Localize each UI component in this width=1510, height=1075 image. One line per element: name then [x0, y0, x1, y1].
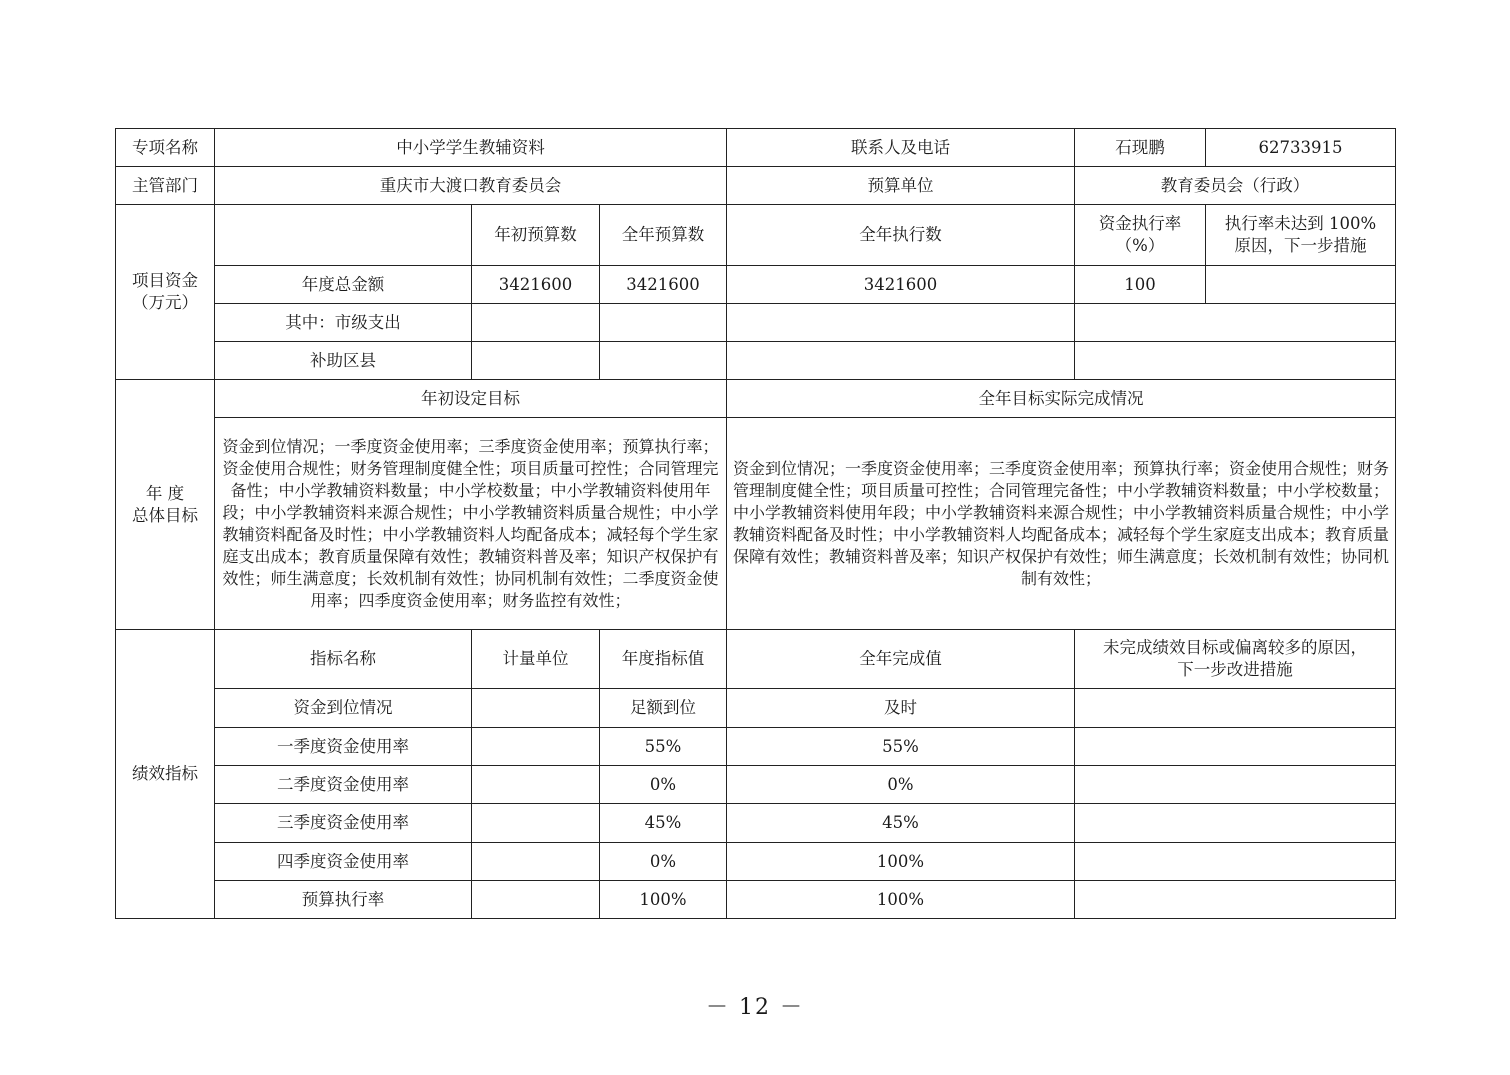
project-label: 专项名称: [116, 129, 215, 167]
funds-row-annual: [600, 304, 727, 342]
contact-phone: 62733915: [1206, 129, 1396, 167]
funds-col-executed: 全年执行数: [727, 205, 1075, 266]
funds-row-district: [116, 342, 1396, 380]
funds-header-blank: [215, 205, 472, 266]
funds-header-row: [116, 205, 1396, 266]
project-row: [116, 129, 1396, 167]
indicators-col-reason: 未完成绩效目标或偏离较多的原因， 下一步改进措施: [1075, 630, 1396, 689]
indicator-row: [116, 689, 1396, 728]
indicator-actual: 及时: [727, 689, 1075, 728]
indicator-row: [116, 881, 1396, 919]
indicator-name: 二季度资金使用率: [215, 766, 472, 804]
indicators-col-unit: 计量单位: [472, 630, 600, 689]
indicator-target: 55%: [600, 728, 727, 766]
indicator-row: [116, 766, 1396, 804]
indicator-reason: [1075, 766, 1396, 804]
dept-label: 主管部门: [116, 167, 215, 205]
indicators-section-label: 绩效指标: [116, 630, 215, 919]
indicator-actual: 100%: [727, 881, 1075, 919]
funds-row-executed: 3421600: [727, 266, 1075, 304]
department-row: [116, 167, 1396, 205]
funds-row-label: 年度总金额: [215, 266, 472, 304]
indicator-unit: [472, 766, 600, 804]
funds-row-total: [116, 266, 1396, 304]
indicators-col-target: 年度指标值: [600, 630, 727, 689]
contact-name: 石现鹏: [1075, 129, 1206, 167]
funds-row-label: 其中：市级支出: [215, 304, 472, 342]
indicator-unit: [472, 843, 600, 881]
funds-col-initial: 年初预算数: [472, 205, 600, 266]
indicator-target: 足额到位: [600, 689, 727, 728]
funds-col-annual: 全年预算数: [600, 205, 727, 266]
indicator-reason: [1075, 804, 1396, 843]
funds-row-executed: [727, 304, 1075, 342]
indicator-name: 三季度资金使用率: [215, 804, 472, 843]
goals-actual-header: 全年目标实际完成情况: [727, 380, 1396, 418]
indicator-name: 一季度资金使用率: [215, 728, 472, 766]
funds-row-reason: [1206, 266, 1396, 304]
indicator-actual: 100%: [727, 843, 1075, 881]
funds-row-annual: [600, 342, 727, 380]
project-name: 中小学学生教辅资料: [215, 129, 727, 167]
contact-label: 联系人及电话: [727, 129, 1075, 167]
indicator-unit: [472, 881, 600, 919]
budget-unit-name: 教育委员会（行政）: [1075, 167, 1396, 205]
page-number: － 12 －: [706, 995, 804, 1020]
indicator-reason: [1075, 843, 1396, 881]
dept-name: 重庆市大渡口教育委员会: [215, 167, 727, 205]
funds-row-rate: [1075, 304, 1396, 342]
indicator-target: 0%: [600, 766, 727, 804]
goals-initial-header: 年初设定目标: [215, 380, 727, 418]
indicators-col-name: 指标名称: [215, 630, 472, 689]
indicator-name: 资金到位情况: [215, 689, 472, 728]
indicator-reason: [1075, 728, 1396, 766]
funds-row-executed: [727, 342, 1075, 380]
indicator-target: 45%: [600, 804, 727, 843]
indicators-col-actual: 全年完成值: [727, 630, 1075, 689]
funds-section-label: 项目资金 （万元）: [116, 205, 215, 380]
indicator-unit: [472, 804, 600, 843]
indicator-row: [116, 843, 1396, 881]
goals-actual-text: 资金到位情况；一季度资金使用率；三季度资金使用率；预算执行率；资金使用合规性；财务管理制度健全性；项目质量可控性；合同管理完备性；中小学教辅资料数量；中小学校数量；中小学教辅资料使用年段；中小学教辅资料来源合规性；中小学教辅资料质量合规性；中小学教辅资料配备及时性；中小学教辅资料人均配备成本；减轻每个学生家庭支出成本；教育质量保障有效性；教辅资料普及率；知识产权保护有效性；师生满意度；长效机制有效性；协同机制有效性；: [727, 418, 1396, 630]
goals-header-row: [116, 380, 1396, 418]
indicator-name: 预算执行率: [215, 881, 472, 919]
funds-row-initial: 3421600: [472, 266, 600, 304]
indicator-row: [116, 804, 1396, 843]
indicator-actual: 0%: [727, 766, 1075, 804]
indicator-actual: 45%: [727, 804, 1075, 843]
indicator-reason: [1075, 881, 1396, 919]
funds-row-city: [116, 304, 1396, 342]
funds-row-initial: [472, 304, 600, 342]
funds-row-rate: [1075, 342, 1396, 380]
funds-row-annual: 3421600: [600, 266, 727, 304]
goals-section-label: 年 度 总体目标: [116, 380, 215, 630]
funds-row-initial: [472, 342, 600, 380]
indicator-unit: [472, 728, 600, 766]
indicator-actual: 55%: [727, 728, 1075, 766]
indicators-header-row: [116, 630, 1396, 689]
funds-row-label: 补助区县: [215, 342, 472, 380]
indicator-unit: [472, 689, 600, 728]
goals-text-row: [116, 418, 1396, 630]
funds-col-rate: 资金执行率 （%）: [1075, 205, 1206, 266]
goals-initial-text: 资金到位情况；一季度资金使用率；三季度资金使用率；预算执行率；资金使用合规性；财务管理制度健全性；项目质量可控性；合同管理完备性；中小学教辅资料数量；中小学校数量；中小学教辅资料使用年段；中小学教辅资料来源合规性；中小学教辅资料质量合规性；中小学教辅资料配备及时性；中小学教辅资料人均配备成本；减轻每个学生家庭支出成本；教育质量保障有效性；教辅资料普及率；知识产权保护有效性；师生满意度；长效机制有效性；协同机制有效性；二季度资金使用率；四季度资金使用率；财务监控有效性；: [215, 418, 727, 630]
funds-col-reason: 执行率未达到 100% 原因，下一步措施: [1206, 205, 1396, 266]
budget-unit-label: 预算单位: [727, 167, 1075, 205]
indicator-reason: [1075, 689, 1396, 728]
indicator-name: 四季度资金使用率: [215, 843, 472, 881]
indicator-target: 0%: [600, 843, 727, 881]
performance-table: [115, 128, 1396, 919]
indicator-row: [116, 728, 1396, 766]
funds-row-rate: 100: [1075, 266, 1206, 304]
indicator-target: 100%: [600, 881, 727, 919]
